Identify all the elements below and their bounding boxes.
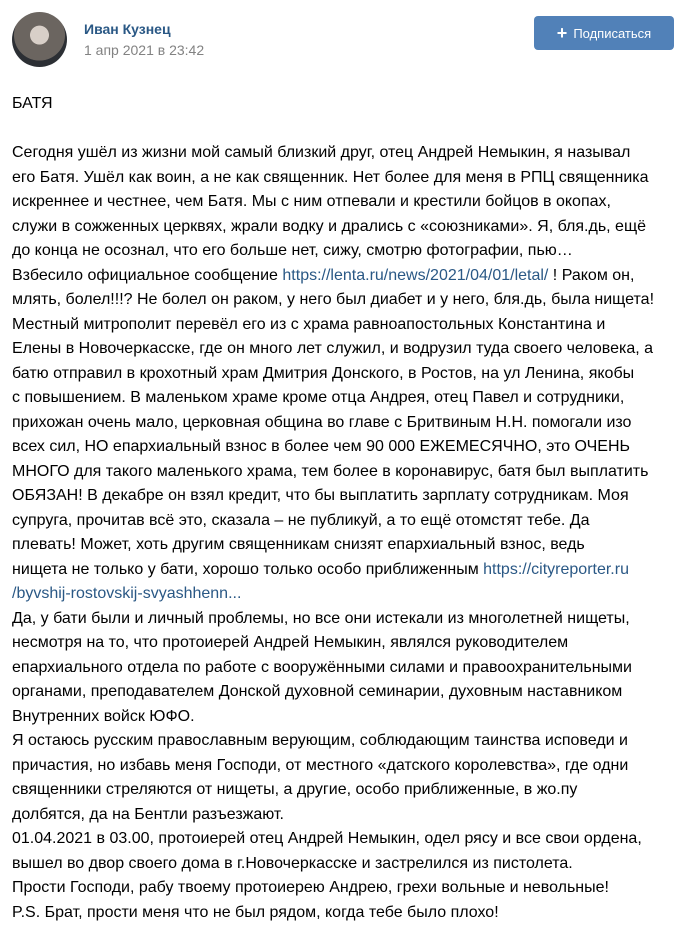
text-line-with-link [12, 264, 678, 289]
text-line: долбятся, да на Бентли разъезжают. [12, 805, 284, 823]
text-line: батю отправил в крохотный храм Дмитрия Донского, в Ростов, на ул Ленина, якобы [12, 364, 635, 382]
text-line: органами, преподавателем Донской духовной семинарии, духовным наставником [12, 683, 623, 700]
text-line: прихожан очень мало, церковная община во главе с Бритвиным Н.Н. помогали изо [12, 413, 632, 431]
text-line: Внутренних войск ЮФО. [12, 707, 195, 725]
avatar[interactable] [12, 12, 67, 67]
text-line: епархиального отдела по работе с вооружёнными силами и правоохранительными [12, 658, 632, 676]
text-line: священники стреляются от нищеты, а другие, особо приближенные, в жо.пу [12, 781, 578, 798]
text-line: ОБЯЗАН! В декабре он взял кредит, что бы выплатить зарплату сотрудникам. Моя [12, 487, 629, 504]
subscribe-button-label: Подписаться [573, 25, 652, 41]
post-body [12, 92, 678, 925]
cityreporter-link-continuation[interactable]: /byvshij-rostovskij-svyashhenn... [12, 585, 242, 602]
post-header [0, 0, 684, 80]
text-line: Сегодня ушёл из жизни мой самый близкий друг, отец Андрей Немыкин, я называл [12, 144, 631, 161]
post-title: БАТЯ [12, 95, 53, 112]
text-line: до конца не осознал, что его больше нет, сижу, смотрю фотографии, пью… [12, 242, 573, 259]
lenta-link[interactable]: https://lenta.ru/news/2021/04/01/letal/ [282, 266, 549, 284]
text-line: Местный митрополит перевёл его из с храма равноапостольных Константина и [12, 315, 606, 333]
text-line: Да, у бати были и личный проблемы, но все они истекали из многолетней нищеты, [12, 609, 630, 627]
text-line: 01.04.2021 в 03.00, протоиерей отец Андрей Немыкин, одел рясу и все свои ордена, [12, 830, 642, 847]
text-line: Елены в Новочеркасске, где он много лет служил, и водрузил туда своего человека, а [12, 340, 654, 357]
post-date[interactable]: 1 апр 2021 в 23:42 [84, 42, 205, 58]
text-line: искреннее и честнее, чем Батя. Мы с ним отпевали и крестили бойцов в окопах, [12, 193, 611, 210]
text-line: его Батя. Ушёл как воин, а не как священник. Нет более для меня в РПЦ священника [12, 168, 649, 186]
text-line: супруга, прочитав всё это, сказала – не публикуй, а то ещё отомстят тебе. Да [12, 511, 590, 529]
text-line: Прости Господи, рабу твоему протоиерею Андрею, грехи вольные и невольные! [12, 879, 609, 896]
text-line [12, 582, 678, 607]
author-name[interactable]: Иван Кузнец [84, 21, 171, 37]
text-line: вышел во двор своего дома в г.Новочеркасске и застрелился из пистолета. [12, 854, 573, 872]
text-line: причастия, но избавь меня Господи, от местного «датского королевства», где одни [12, 756, 629, 774]
text-line: всех сил, НО епархиальный взнос в более чем 90 000 ЕЖЕМЕСЯЧНО, это ОЧЕНЬ [12, 438, 631, 455]
text-line: Я остаюсь русским православным верующим, соблюдающим таинства исповеди и [12, 732, 628, 749]
text-line-with-link [12, 558, 678, 583]
text-fragment: ! Раком он, [548, 266, 635, 284]
text-line: служи в сожженных церквях, жрали водку и дрались с «союзниками». Я, бля.дь, ещё [12, 217, 647, 235]
cityreporter-link[interactable]: https://cityreporter.ru [483, 560, 629, 578]
text-line: несмотря на то, что протоиерей Андрей Немыкин, являлся руководителем [12, 634, 569, 651]
text-line: P.S. Брат, прости меня что не был рядом, когда тебе было плохо! [12, 903, 499, 921]
text-fragment: нищета не только у бати, хорошо только особо приближенным [12, 560, 484, 578]
text-line: МНОГО для такого маленького храма, тем более в коронавирус, батя был выплатить [12, 462, 649, 480]
text-line: плевать! Может, хоть другим священникам снизят епархиальный взнос, ведь [12, 536, 585, 553]
text-line: с повышением. В маленьком храме кроме отца Андрея, отец Павел и сотрудники, [12, 389, 625, 406]
text-line: млять, болел!!!? Не болел он раком, у него был диабет и у него, бля.дь, была нищета! [12, 291, 655, 308]
subscribe-button[interactable] [534, 16, 674, 50]
text-fragment: Взбесило официальное сообщение [12, 266, 283, 284]
plus-icon: + [556, 23, 568, 43]
